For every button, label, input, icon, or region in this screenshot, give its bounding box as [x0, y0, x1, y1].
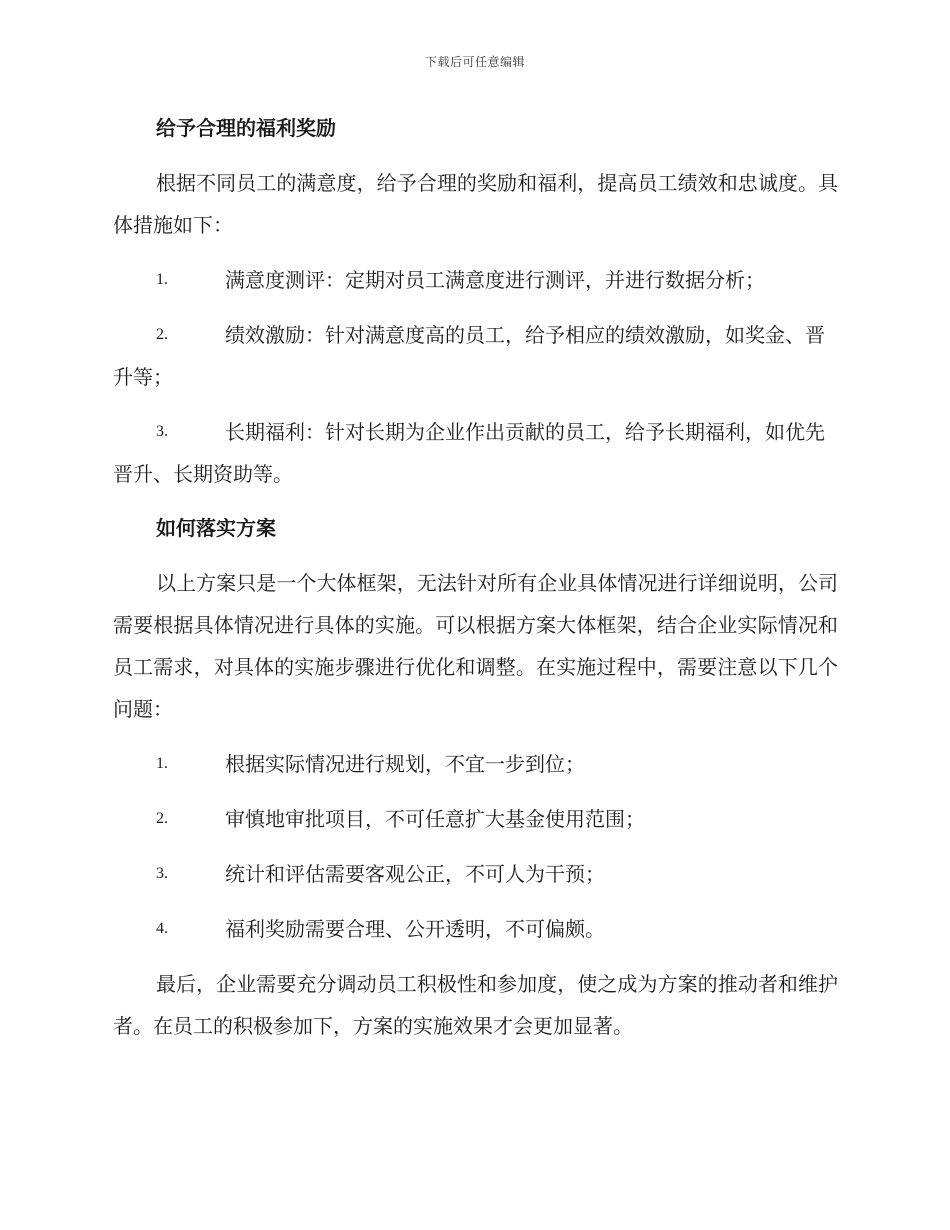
list-item-number: 3.	[156, 423, 168, 440]
list-item-number: 1.	[156, 271, 168, 288]
document-body	[113, 108, 838, 1060]
section-intro-implementation: 以上方案只是一个大体框架，无法针对所有企业具体情况进行详细说明，公司需要根据具体情况进行具体的实施。可以根据方案大体框架，结合企业实际情况和员工需求，对具体的实施步骤进行优化和调整。在实施过程中，需要注意以下几个问题：	[113, 571, 838, 721]
implementation-notes-list	[113, 743, 838, 950]
list-item-number: 1.	[156, 755, 168, 772]
list-item-text: 绩效激励：针对满意度高的员工，给予相应的绩效激励，如奖金、晋升等；	[113, 323, 825, 389]
conclusion-paragraph: 最后，企业需要充分调动员工积极性和参加度，使之成为方案的推动者和维护者。在员工的积极参加下，方案的实施效果才会更加显著。	[113, 972, 838, 1038]
list-item-number: 3.	[156, 865, 168, 882]
list-item-number: 2.	[156, 810, 168, 827]
list-item-text: 审慎地审批项目，不可任意扩大基金使用范围；	[225, 807, 645, 831]
list-item	[113, 853, 838, 895]
page-header: 下载后可任意编辑	[424, 55, 525, 69]
list-item-text: 根据实际情况进行规划，不宜一步到位；	[225, 752, 585, 776]
list-item	[113, 743, 838, 785]
list-item-number: 2.	[156, 326, 168, 343]
section-intro-welfare: 根据不同员工的满意度，给予合理的奖励和福利，提高员工绩效和忠诚度。具体措施如下：	[113, 171, 838, 237]
list-item-text: 满意度测评：定期对员工满意度进行测评，并进行数据分析；	[225, 268, 765, 292]
section-heading-implementation: 如何落实方案	[156, 516, 276, 540]
list-item-text: 统计和评估需要客观公正，不可人为干预；	[225, 862, 605, 886]
welfare-measures-list	[113, 259, 838, 495]
list-item-text: 福利奖励需要合理、公开透明，不可偏颇。	[225, 917, 605, 941]
section-heading-welfare: 给予合理的福利奖励	[156, 116, 336, 140]
list-item	[113, 411, 838, 495]
list-item-number: 4.	[156, 920, 168, 937]
list-item-text: 长期福利：针对长期为企业作出贡献的员工，给予长期福利，如优先晋升、长期资助等。	[113, 420, 825, 486]
list-item	[113, 908, 838, 950]
list-item	[113, 798, 838, 840]
list-item	[113, 259, 838, 301]
list-item	[113, 314, 838, 398]
